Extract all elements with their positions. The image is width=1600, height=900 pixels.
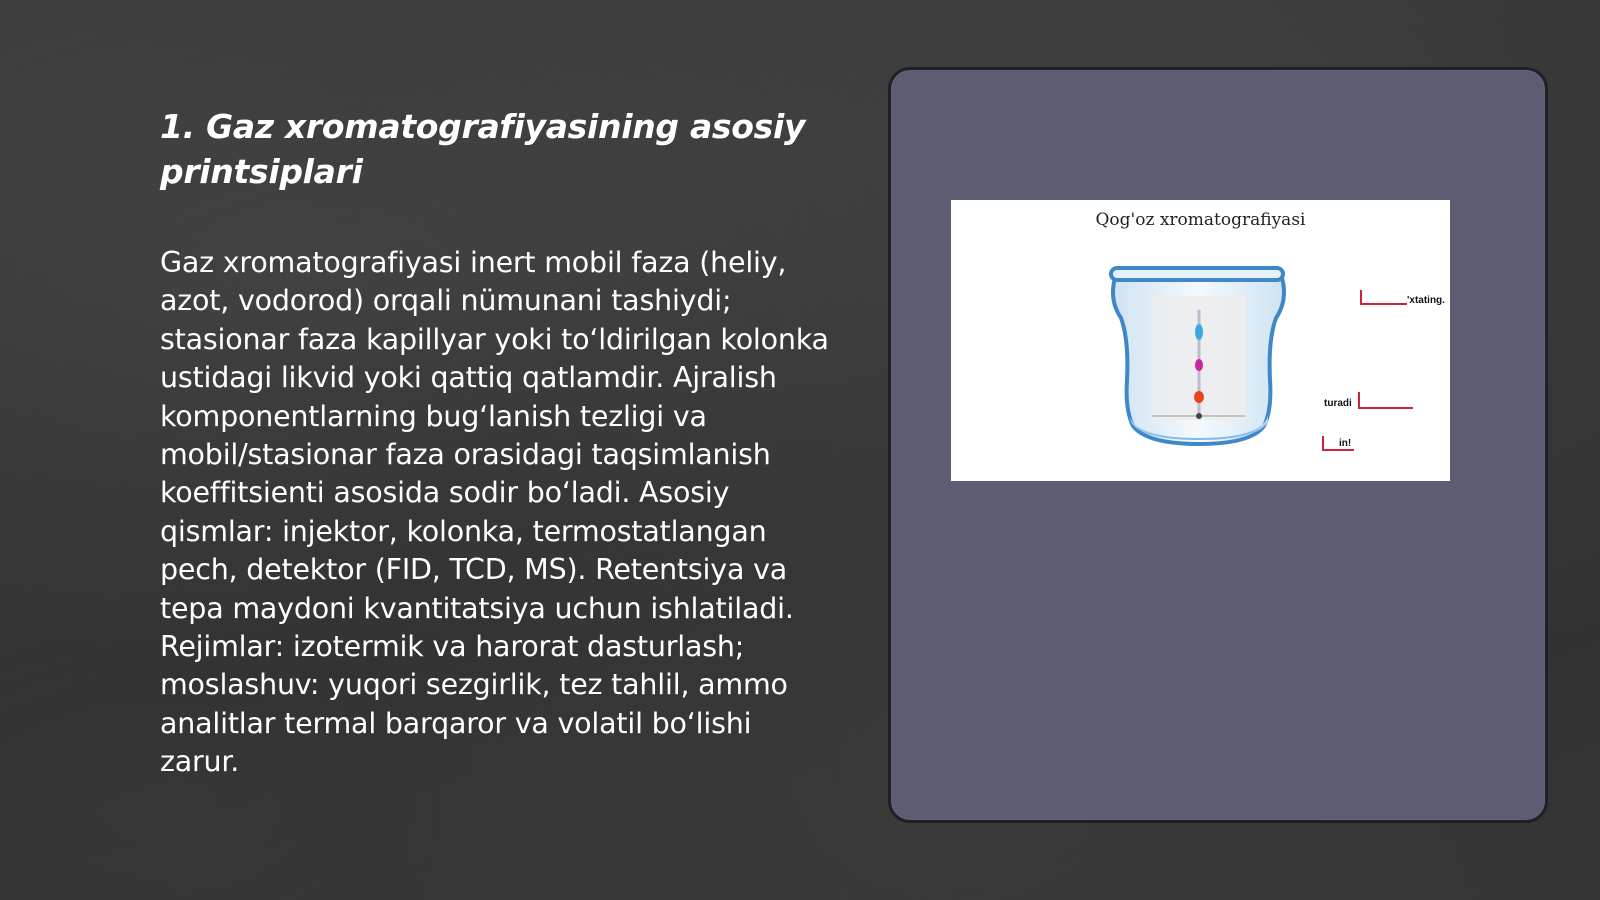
figure-label-top: 'xtating. xyxy=(1407,295,1445,306)
beaker-rim xyxy=(1111,268,1283,280)
label-marker-top xyxy=(1361,290,1407,304)
beaker-illustration xyxy=(951,200,1450,481)
label-marker-middle xyxy=(1359,392,1413,408)
figure-label-middle: turadi xyxy=(1324,398,1352,409)
spot-origin xyxy=(1196,413,1202,419)
slide-body-text: Gaz xromatografiyasi inert mobil faza (heliy, azot, vodorod) orqali nümunani tashiydi; stasionar faza kapillyar yoki toʻldirilgan kolonka ustidagi likvid yoki qattiq qatlamdir. Ajralish komponentlarning bugʻlanish tezligi va mobil/stasionar faza orasidagi taqsimlanish koeffitsienti asosida sodir boʻladi. Asosiy qismlar: injektor, kolonka, termostatlangan pech, detektor (FID, TCD, MS). Retentsiya va tepa maydoni kvantitatsiya uchun ishlatiladi. Rejimlar: izotermik va harorat dasturlash; moslashuv: yuqori sezgirlik, tez tahlil, ammo analitlar termal barqaror va volatil boʻlishi zarur. xyxy=(160,246,829,779)
spot-blue xyxy=(1195,324,1203,340)
figure-label-bottom: in! xyxy=(1339,438,1352,449)
spot-orange xyxy=(1194,391,1204,403)
slide-title: 1. Gaz xromatografiyasining asosiy printsiplari xyxy=(160,107,806,191)
chromatography-figure xyxy=(951,200,1450,481)
figure-title: Qog'oz xromatografiyasi xyxy=(1095,210,1306,230)
spot-magenta xyxy=(1195,359,1203,371)
